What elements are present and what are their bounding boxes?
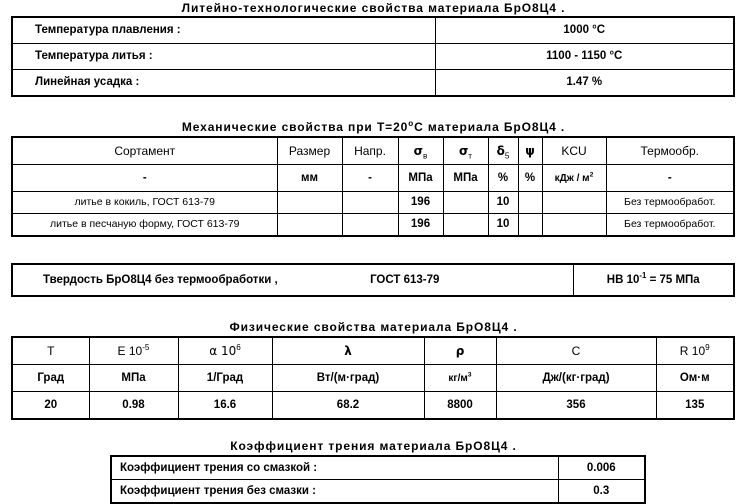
mech-row-1-kcu [542,214,606,237]
table-row [12,70,734,97]
mech-row-1-razmer [277,214,342,237]
mech-row-1-psi [518,214,542,237]
phys-col-header-E-sup: -5 [142,342,150,352]
unit-sigma-v-text: МПа [408,171,433,184]
unit-psi-text: % [524,171,536,184]
hardness-description: Твердость БрО8Ц4 без термообработки , [43,273,278,286]
phys-col-header-alpha [178,337,272,365]
phys-value-rho: 8800 [424,392,496,420]
friction-row-0-value: 0.006 [558,456,645,480]
unit-kcu-text: кДж / м [554,172,590,184]
phys-col-header-R-label: R 10 [679,343,706,358]
unit-kcu-sup: 2 [589,171,594,179]
unit-termoobr-text: - [667,171,672,184]
mechanical-properties-table-wrapper [11,136,733,237]
mech-row-0-sortament: литье в кокиль, ГОСТ 613-79 [12,192,277,214]
unit-sigma-t [443,165,488,192]
mech-row-1-sigma-t [443,214,488,237]
unit-razmer-text: мм [300,171,318,184]
mechanical-title-prefix: Механические свойства при T=20 [181,120,409,134]
mech-row-1-sigma-v: 196 [398,214,443,237]
phys-unit-E-text: МПа [121,371,146,384]
phys-unit-alpha [178,365,272,392]
unit-napr [342,165,398,192]
phys-value-R: 135 [656,392,734,420]
col-header-termoobr-label: Термообр. [640,143,699,158]
phys-unit-T-text: Град [37,371,65,384]
friction-table-wrapper [110,455,644,504]
friction-properties-title: Коэффициент трения материала БрО8Ц4 . [230,439,517,453]
unit-napr-text: - [368,171,372,184]
col-header-sigma-t-symbol: σ [458,143,469,158]
unit-kcu [542,165,606,192]
unit-sortament [12,165,277,192]
phys-unit-rho-sup: 3 [467,371,472,379]
mechanical-units-row [12,165,734,192]
physical-properties-table-wrapper [11,336,733,420]
col-header-kcu-label: KCU [561,143,587,158]
unit-sigma-v [398,165,443,192]
hardness-value-exponent: -1 [639,270,647,280]
phys-col-header-T-label: T [47,343,55,358]
col-header-razmer [277,137,342,165]
hardness-value-prefix: HB 10 [606,273,640,286]
mech-row-0-delta5: 10 [488,192,518,214]
col-header-sortament-label: Сортамент [114,143,176,158]
col-header-delta5 [488,137,518,165]
phys-col-header-T [12,337,89,365]
phys-col-header-R [656,337,734,365]
hardness-value-suffix: = 75 МПа [649,273,700,286]
casting-row-2-value: 1.47 % [435,70,734,97]
phys-col-header-E-label: E 10 [117,343,143,358]
phys-unit-lambda [272,365,424,392]
hardness-description-cell [12,264,573,296]
table-row [12,264,734,296]
phys-unit-E [89,365,178,392]
table-row [12,214,734,237]
phys-unit-R [656,365,734,392]
col-header-napr-label: Напр. [354,143,386,158]
table-row [12,17,734,44]
col-header-sigma-t-sub: т [468,150,473,160]
unit-sortament-text: - [142,171,147,184]
hardness-strip-wrapper [11,263,733,297]
mechanical-header-row [12,137,734,165]
unit-delta5 [488,165,518,192]
col-header-psi-symbol: ψ [525,143,535,158]
col-header-sigma-v-symbol: σ [413,143,423,158]
table-row [111,480,645,504]
mech-row-0-psi [518,192,542,214]
friction-row-0-name: Коэффициент трения со смазкой : [111,456,558,480]
col-header-sigma-v [398,137,443,165]
col-header-delta5-symbol: δ [496,143,505,158]
phys-unit-rho-text: кг/м [448,372,468,384]
table-row [12,192,734,214]
hardness-table [11,263,735,297]
hardness-value-cell [573,264,734,296]
mech-row-1-napr [342,214,398,237]
unit-razmer [277,165,342,192]
physical-units-row [12,365,734,392]
mech-row-0-kcu [542,192,606,214]
physical-header-row [12,337,734,365]
physical-properties-table [11,336,735,420]
phys-col-header-lambda [272,337,424,365]
unit-delta5-text: % [497,171,509,184]
phys-unit-rho [424,365,496,392]
friction-table [110,455,646,504]
mech-row-1-delta5: 10 [488,214,518,237]
mech-row-0-sigma-t [443,192,488,214]
mech-row-0-napr [342,192,398,214]
col-header-sigma-v-sub: в [423,150,428,160]
phys-col-header-lambda-label: λ [344,343,352,358]
phys-unit-R-text: Ом·м [679,371,710,384]
table-row [12,44,734,70]
hardness-standard: ГОСТ 613-79 [370,273,440,286]
mechanical-properties-title [0,120,747,134]
casting-row-2-name: Линейная усадка : [12,70,435,97]
table-row [111,456,645,480]
col-header-psi [518,137,542,165]
phys-value-C: 356 [496,392,656,420]
mech-row-0-sigma-v: 196 [398,192,443,214]
col-header-sigma-t [443,137,488,165]
col-header-razmer-label: Размер [288,143,331,158]
table-row [12,392,734,420]
casting-row-0-name: Температура плавления : [12,17,435,44]
phys-col-header-rho [424,337,496,365]
col-header-kcu [542,137,606,165]
mech-row-0-razmer [277,192,342,214]
phys-col-header-alpha-label: α 10 [209,343,237,358]
casting-row-1-name: Температура литья : [12,44,435,70]
mech-row-1-sortament: литье в песчаную форму, ГОСТ 613-79 [12,214,277,237]
phys-unit-T [12,365,89,392]
phys-col-header-rho-label: ρ [455,343,465,358]
mechanical-title-suffix: C материала БрО8Ц4 . [414,120,566,134]
casting-properties-table [11,16,735,97]
mech-row-0-termoobr: Без термообработ. [606,192,734,214]
phys-value-alpha: 16.6 [178,392,272,420]
casting-row-0-value: 1000 °C [435,17,734,44]
phys-col-header-C [496,337,656,365]
col-header-napr [342,137,398,165]
mech-row-1-termoobr: Без термообработ. [606,214,734,237]
mechanical-title-degree: o [408,119,415,128]
phys-value-T: 20 [12,392,89,420]
physical-properties-title: Физические свойства материала БрО8Ц4 . [229,320,518,334]
phys-value-E: 0.98 [89,392,178,420]
phys-col-header-alpha-sup: 6 [236,342,241,352]
casting-row-1-value: 1100 - 1150 °C [435,44,734,70]
phys-unit-alpha-text: 1/Град [206,371,244,384]
phys-col-header-E [89,337,178,365]
mechanical-properties-table [11,136,735,237]
phys-unit-C-text: Дж/(кг·град) [542,371,610,384]
casting-properties-table-wrapper [11,16,733,97]
friction-row-1-name: Коэффициент трения без смазки : [111,480,558,504]
col-header-sortament [12,137,277,165]
unit-sigma-t-text: МПа [453,171,478,184]
phys-unit-C [496,365,656,392]
phys-col-header-R-sup: 9 [705,342,710,352]
phys-value-lambda: 68.2 [272,392,424,420]
casting-properties-title: Литейно-технологические свойства материала БрО8Ц4 . [181,1,566,15]
phys-col-header-C-label: C [571,343,581,358]
unit-psi [518,165,542,192]
unit-termoobr [606,165,734,192]
phys-unit-lambda-text: Вт/(м·град) [316,371,380,384]
col-header-delta5-sub: 5 [504,150,510,160]
friction-row-1-value: 0.3 [558,480,645,504]
col-header-termoobr [606,137,734,165]
